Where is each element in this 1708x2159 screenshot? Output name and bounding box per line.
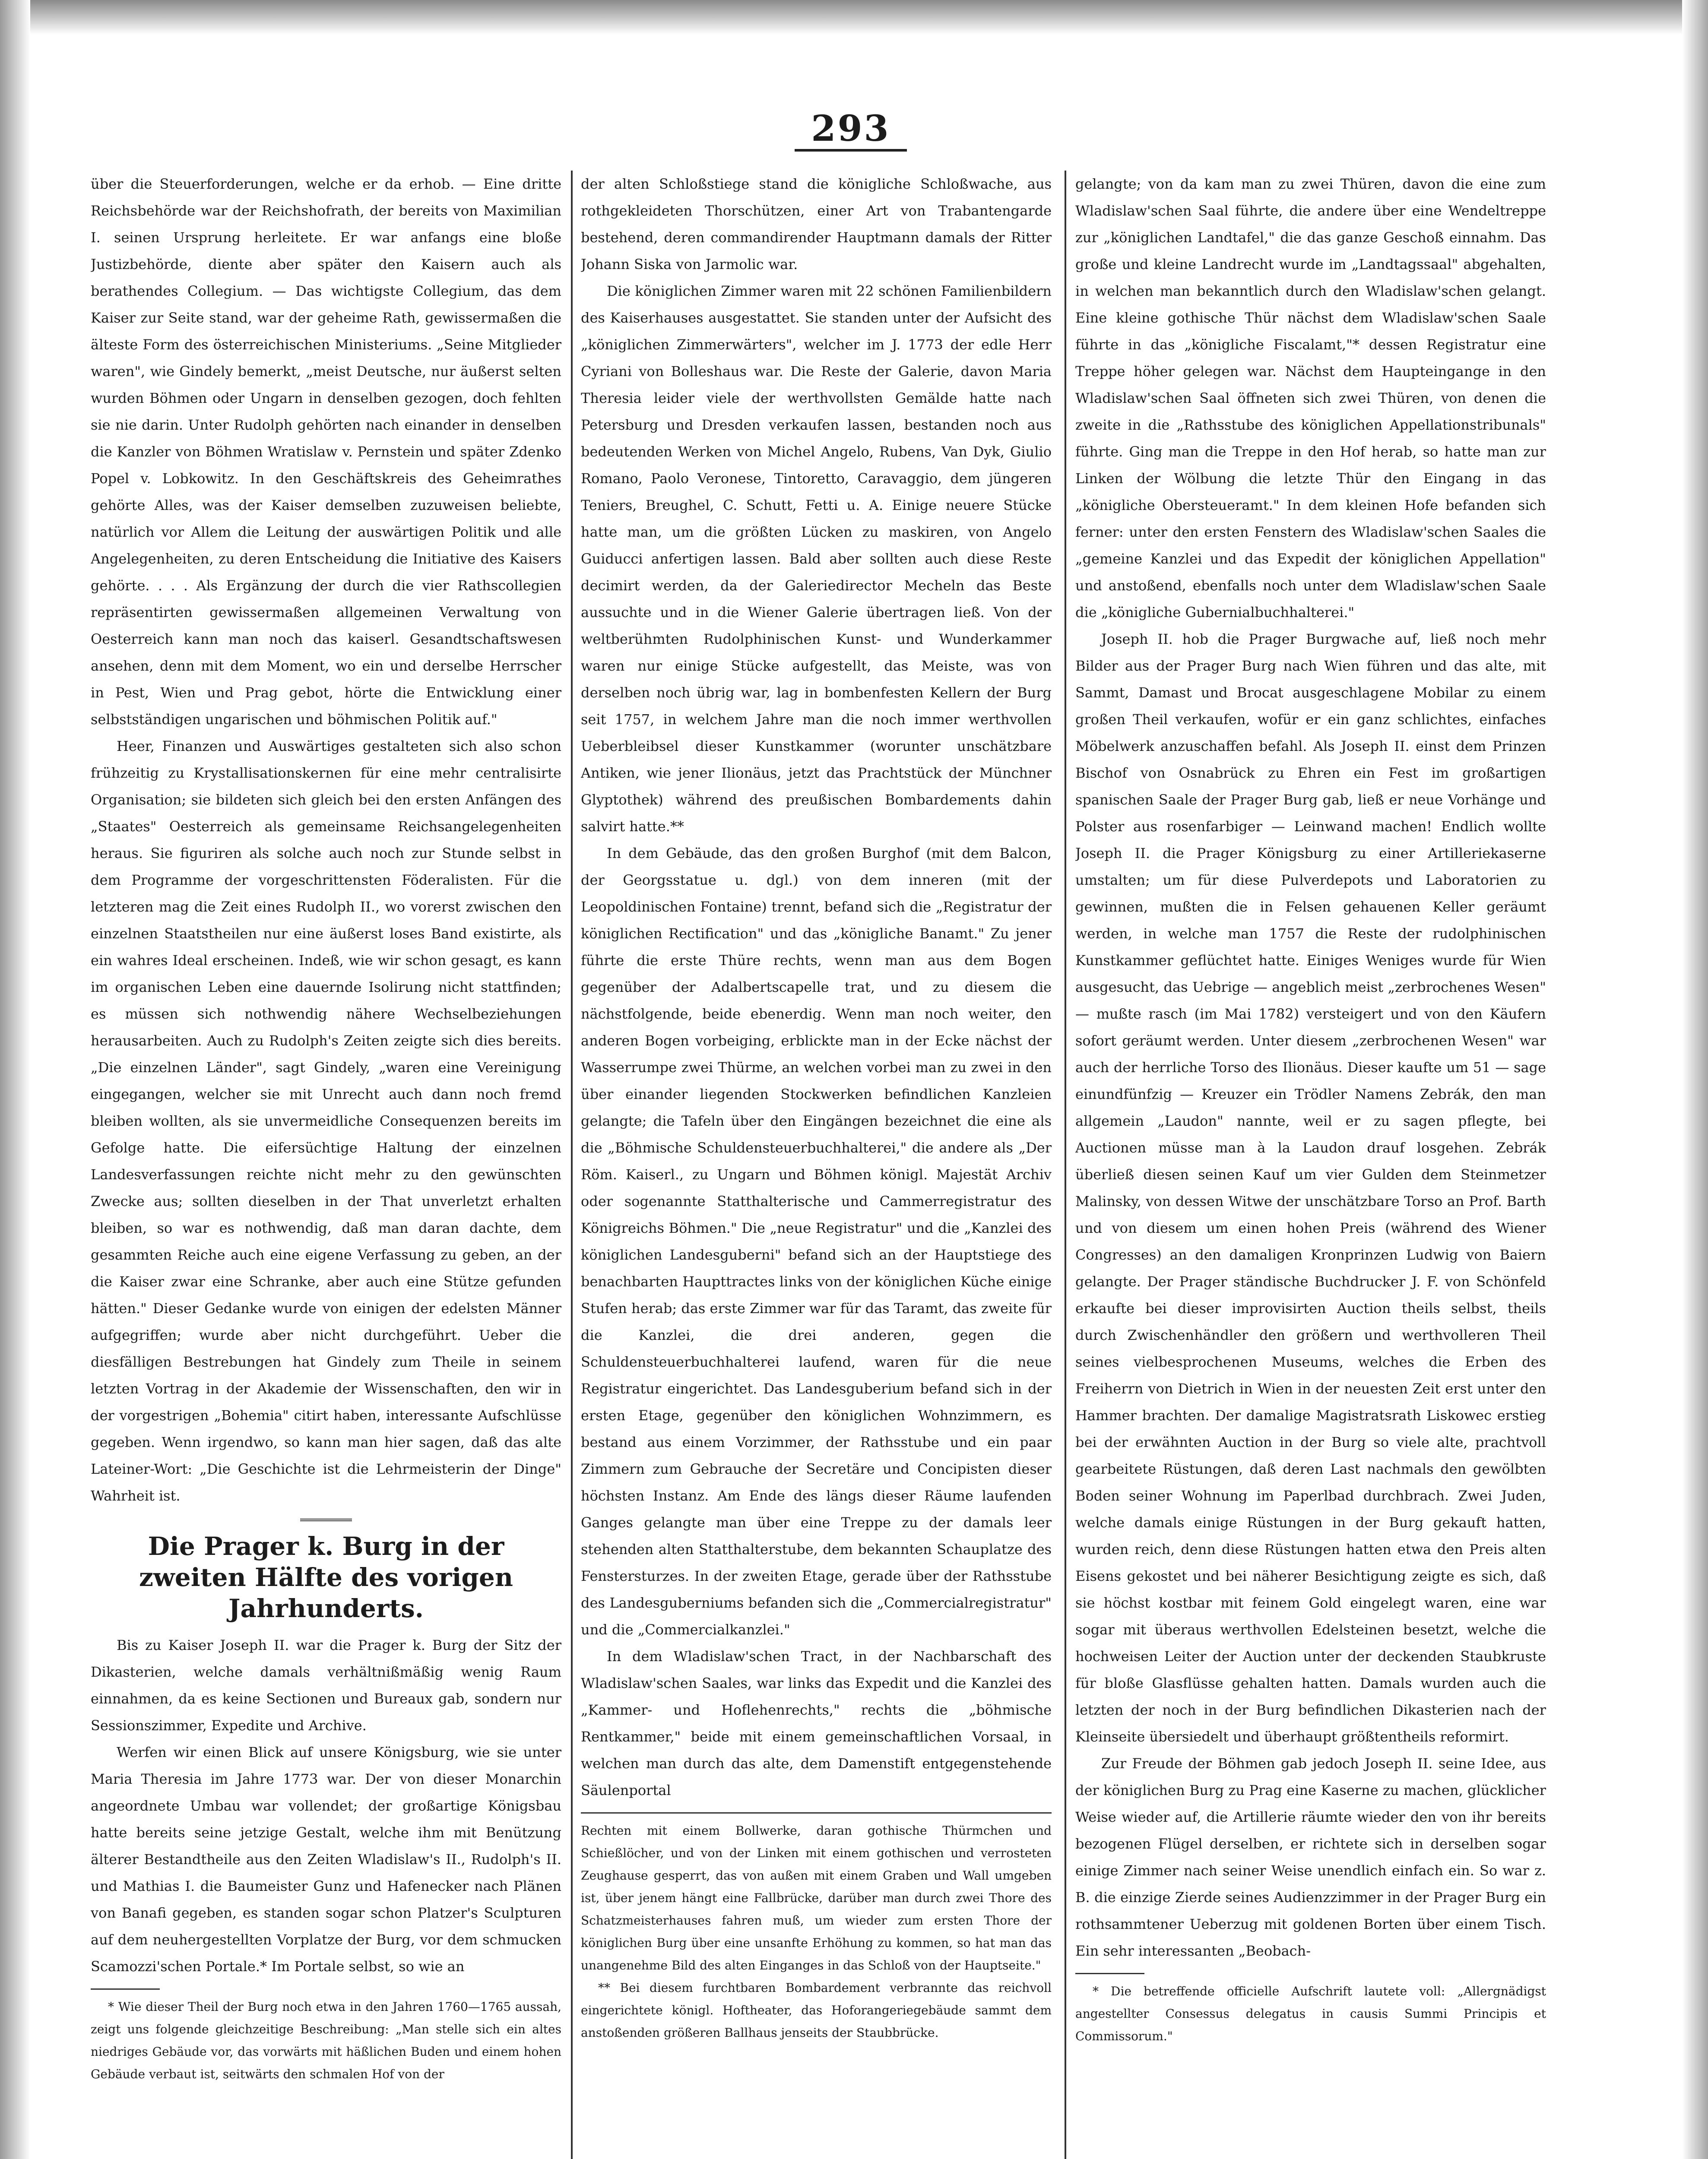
- column-3: [1075, 171, 1546, 2159]
- col2-paragraph-3: In dem Gebäude, das den großen Burghof (mit dem Balcon, der Georgsstatue u. dgl.) von dem inneren (mit der Leopoldinischen Fontaine) trennt, befand sich die „Registratur der königlichen Rectification" und das „königliche Banamt." Zu jener führte die erste Thüre rechts, wenn man aus dem Bogen gegenüber der Adalbertscapelle trat, und zu diesem die nächstfolgende, beide ebenerdig. Wenn man noch weiter, den anderen Bogen vorbeiging, erblickte man in der Ecke nächst der Wasserrumpe zwei Thürme, an welchen vorbei man zu zwei in den über einander liegenden Stockwerken befindlichen Kanzleien gelangte; die Tafeln über den Eingängen bezeichnet die eine als die „Böhmische Schuldensteuerbuchhalterei," die andere als „Der Röm. Kaiserl., zu Ungarn und Böhmen königl. Majestät Archiv oder sogenannte Statthalterische und Cammerregistratur des Königreichs Böhmen." Die „neue Registratur" und die „Kanzlei des königlichen Landesguberni" befand sich an der Hauptstiege des benachbarten Haupttractes links von der königlichen Küche einige Stufen herab; das erste Zimmer war für das Taramt, das zweite für die Kanzlei, die drei anderen, gegen die Schuldensteuerbuchhalterei laufend, waren für die neue Registratur eingerichtet. Das Landesguberium befand sich in der ersten Etage, gegenüber den königlichen Wohnzimmern, es bestand aus einem Vorzimmer, der Rathsstube und ein paar Zimmern zum Gebrauche der Secretäre und Concipisten dieser höchsten Instanz. Am Ende des längs dieser Räume laufenden Ganges gelangte man über eine Treppe zu der damals leer stehenden alten Statthalterstube, dem bekannten Schauplatze des Fenstersturzes. In der zweiten Etage, gerade über der Rathsstube des Landesguberniums befanden sich die „Commercialregistratur" und die „Commercialkanzlei.": [581, 845, 1052, 1638]
- column-2: [581, 171, 1052, 2159]
- column-3-text: [1075, 171, 1546, 1964]
- footnote-col2-continuation: Rechten mit einem Bollwerke, daran gothische Thürmchen und Schießlöcher, und von der Linken mit einem gothischen und verrosteten Zeughause gesperrt, das von außen mit einem Graben und Wall umgeben ist, über jenem hängt eine Fallbrücke, darüber man durch zwei Thore des Schatzmeisterhauses fahren muß, um wieder zum ersten Thore der königlichen Burg über eine unsanfte Erhöhung zu kommen, so hat man das unangenehme Bild des alten Einganges in das Schloß von der Hauptseite.": [581, 1823, 1052, 1972]
- footnote-rule: [581, 1812, 1052, 1814]
- col3-paragraph-3: Zur Freude der Böhmen gab jedoch Joseph II. seine Idee, aus der königlichen Burg zu Prag eine Kaserne zu machen, glücklicher Weise wieder auf, die Artillerie räumte wieder den von ihr bereits bezogenen Flügel derselben, er richtete sich in derselben sogar einige Zimmer nach seiner Weise unendlich einfach ein. So war z. B. die einzige Zierde seines Audienzzimmer in der Prager Burg ein rothsammtener Ueberzug mit goldenen Borten über einem Tisch. Ein sehr interessanten „Beobach-: [1075, 1755, 1546, 1959]
- footnote-col1: [91, 1996, 561, 2086]
- page-number-rule: [795, 149, 907, 152]
- column-2-text: [581, 171, 1052, 1804]
- col3-paragraph-1: gelangte; von da kam man zu zwei Thüren, davon die eine zum Wladislaw'schen Saal führte, die andere über eine Wendeltreppe zur „königlichen Landtafel," die das ganze Geschoß einnahm. Das große und kleine Landrecht wurde im „Landtagssaal" abgehalten, in welchen man bekanntlich durch den Wladislaw'schen gelangt. Eine kleine gothische Thür nächst dem Wladislaw'schen Saale führte in das „königliche Fiscalamt,"* dessen Registratur eine Treppe höher gelegen war. Nächst dem Haupteingange in den Wladislaw'schen Saal öffneten sich zwei Thüren, von denen die zweite in die „Rathsstube des königlichen Appellationstribunals" führte. Ging man die Treppe in den Hof herab, so hatte man zur Linken der Wölbung die letzte Thür den Eingang in das „königliche Obersteueramt." In dem kleinen Hofe befanden sich ferner: unter den ersten Fenstern des Wladislaw'schen Saales die „gemeine Kanzlei und das Expedit der königlichen Appellation" und anstoßend, ebenfalls noch unter dem Wladislaw'schen Saale die „königliche Gubernialbuchhalterei.": [1075, 176, 1546, 620]
- article-text: [91, 1632, 561, 1980]
- column-divider-left: [571, 171, 573, 2159]
- column-divider-right: [1065, 171, 1066, 2159]
- column-1: [91, 171, 561, 2159]
- footnote-col1-text: * Wie dieser Theil der Burg noch etwa in den Jahren 1760—1765 aussah, zeigt uns folgende gleichzeitige Beschreibung: „Man stelle sich ein altes niedriges Gebäude vor, das vorwärts mit häßlichen Buden und einem hohen Gebäude verbaut ist, seitwärts den schmalen Hof von der: [91, 2000, 561, 2081]
- col2-paragraph-1: der alten Schloßstiege stand die königliche Schloßwache, aus rothgekleideten Thorschützen, einer Art von Trabantengarde bestehend, deren commandirender Hauptmann damals der Ritter Johann Siska von Jarmolic war.: [581, 176, 1052, 272]
- col2-paragraph-4: In dem Wladislaw'schen Tract, in der Nachbarschaft des Wladislaw'schen Saales, war links das Expedit und die Kanzlei des „Kammer- und Hoflehenrechts," rechts die „böhmische Rentkammer," beide mit einem gemeinschaftlichen Vorsaal, in welchen man durch das alte, dem Damenstift entgegenstehende Säulenportal: [581, 1648, 1052, 1798]
- col1-paragraph-1: über die Steuerforderungen, welche er da erhob. — Eine dritte Reichsbehörde war der Reichshofrath, der bereits von Maximilian I. seinen Ursprung herleitete. Er war anfangs eine bloße Justizbehörde, diente aber später den Kaisern auch als berathendes Collegium. — Das wichtigste Collegium, das dem Kaiser zur Seite stand, war der geheime Rath, gewissermaßen die älteste Form des österreichischen Ministeriums. „Seine Mitglieder waren", wie Gindely bemerkt, „meist Deutsche, nur äußerst selten wurden Böhmen oder Ungarn in denselben gezogen, doch fehlten sie nie darin. Unter Rudolph gehörten nach einander in denselben die Kanzler von Böhmen Wratislaw v. Pernstein und später Zdenko Popel v. Lobkowitz. In den Geschäftskreis des Geheimrathes gehörte Alles, was der Kaiser demselben zuzuweisen beliebte, natürlich vor Allem die Leitung der auswärtigen Politik und alle Angelegenheiten, zu deren Entscheidung die Initiative des Kaisers gehörte. . . . Als Ergänzung der durch die vier Rathscollegien repräsentirten gewissermaßen allgemeinen Verwaltung von Oesterreich kann man noch das kaiserl. Gesandtschaftswesen ansehen, denn mit dem Moment, wo ein und derselbe Herrscher in Pest, Wien und Prag gebot, hörte die Entwicklung einer selbstständigen ungarischen und böhmischen Politik auf.": [91, 176, 561, 728]
- footnote-col2: [581, 1820, 1052, 2044]
- footnote-col3: [1075, 1980, 1546, 2048]
- footnote-rule: [91, 1988, 160, 1990]
- col1-paragraph-2: Heer, Finanzen und Auswärtiges gestalteten sich also schon frühzeitig zu Krystallisationskernen für eine mehr centralisirte Organisation; sie bildeten sich gleich bei den ersten Anfängen des „Staates" Oesterreich als gemeinsame Reichsangelegenheiten heraus. Sie figuriren als solche auch noch zur Stunde selbst in dem Programme der vorgeschrittensten Föderalisten. Für die letzteren mag die Zeit eines Rudolph II., wo vorerst zwischen den einzelnen Staatstheilen nur eine äußerst loses Band existirte, als ein wahres Ideal erscheinen. Indeß, wie wir schon gesagt, es kann im organischen Leben eine dauernde Isolirung nicht stattfinden; es müssen sich nothwendig nähere Wechselbeziehungen herausarbeiten. Auch zu Rudolph's Zeiten zeigte sich dies bereits. „Die einzelnen Länder", sagt Gindely, „waren eine Vereinigung eingegangen, welcher sie mit Unrecht auch dann noch fremd bleiben wollten, als sie unvermeidliche Consequenzen bereits im Gefolge hatte. Die eifersüchtige Haltung der einzelnen Landesverfassungen reichte nicht mehr zu den gewünschten Zwecke aus; sollten dieselben in der That unverletzt erhalten bleiben, so war es nothwendig, daß man daran dachte, dem gesammten Reiche auch eine eigene Verfassung zu geben, an der die Kaiser zwar eine Schranke, aber auch eine Stütze gefunden hätten." Dieser Gedanke wurde von einigen der edelsten Männer aufgegriffen; wurde aber nicht durchgeführt. Ueber die diesfälligen Bestrebungen hat Gindely zum Theile in seinem letzten Vortrag in der Akademie der Wissenschaften, den wir in der vorgestrigen „Bohemia" citirt haben, interessante Aufschlüsse gegeben. Wenn irgendwo, so kann man hier sagen, daß das alte Lateiner-Wort: „Die Geschichte ist die Lehrmeisterin der Dinge" Wahrheit ist.: [91, 738, 561, 1504]
- footnote-col3-text: * Die betreffende officielle Aufschrift lautete voll: „Allergnädigst angestellter Consessus delegatus in causis Summi Principis et Commissorum.": [1075, 1984, 1546, 2043]
- section-separator: [300, 1519, 352, 1521]
- col2-paragraph-2: Die königlichen Zimmer waren mit 22 schönen Familienbildern des Kaiserhauses ausgestattet. Sie standen unter der Aufsicht des „königlichen Zimmerwärters", welcher im J. 1773 der edle Herr Cyriani von Bolleshaus war. Die Reste der Galerie, davon Maria Theresia leider viele der werthvollsten Gemälde hatte nach Petersburg und Dresden verkaufen lassen, bestanden noch aus bedeutenden Werken von Michel Angelo, Rubens, Van Dyk, Giulio Romano, Paolo Veronese, Tintoretto, Caravaggio, dem jüngeren Teniers, Breughel, C. Schutt, Fetti u. A. Einige neuere Stücke hatte man, um die größten Lücken zu maskiren, von Angelo Guiducci anfertigen lassen. Bald aber sollten auch diese Reste decimirt werden, da der Galeriedirector Mecheln das Beste aussuchte und in die Wiener Galerie übertragen ließ. Von der weltberühmten Rudolphinischen Kunst- und Wunderkammer waren nur einige Stücke aufgestellt, das Meiste, was von derselben noch übrig war, lag in bombenfesten Kellern der Burg seit 1757, in welchem Jahre man die noch immer werthvollen Ueberbleibsel dieser Kunstkammer (worunter unschätzbare Antiken, wie jener Ilionäus, jetzt das Prachtstück der Münchner Glyptothek) während des preußischen Bombardements dahin salvirt hatte.**: [581, 283, 1052, 835]
- scan-left-shadow: [0, 0, 30, 2159]
- scan-top-shadow: [0, 0, 1708, 35]
- column-1-text: [91, 171, 561, 1509]
- footnote-rule: [1075, 1973, 1144, 1974]
- article-paragraph-1: Bis zu Kaiser Joseph II. war die Prager k. Burg der Sitz der Dikasterien, welche damals verhältnißmäßig wenig Raum einnahmen, da es keine Sectionen und Bureaux gab, sondern nur Sessionszimmer, Expedite und Archive.: [91, 1637, 561, 1734]
- article-heading: Die Prager k. Burg in der zweiten Hälfte des vorigen Jahrhunderts.: [139, 1532, 513, 1623]
- article-paragraph-2: Werfen wir einen Blick auf unsere Königsburg, wie sie unter Maria Theresia im Jahre 1773 war. Der von dieser Monarchin angeordnete Umbau war vollendet; der großartige Königsbau hatte bereits seine jetzige Gestalt, welche ihm mit Benützung älterer Bestandtheile aus den Zeiten Wladislaw's II., Rudolph's II. und Mathias I. die Baumeister Gunz und Hafenecker nach Plänen von Banafi gegeben, es standen sogar schon Platzer's Sculpturen auf dem neuhergestellten Vorplatze der Burg, vor dem schmucken Scamozzi'schen Portale.* Im Portale selbst, so wie an: [91, 1744, 561, 1975]
- footnote-col2-bombardment: ** Bei diesem furchtbaren Bombardement verbrannte das reichvoll eingerichtete königl. Hoftheater, das Hoforangeriegebäude sammt dem anstoßenden größeren Ballhaus jenseits der Staubbrücke.: [581, 1981, 1052, 2040]
- col3-paragraph-2: Joseph II. hob die Prager Burgwache auf, ließ noch mehr Bilder aus der Prager Burg nach Wien führen und das alte, mit Sammt, Damast und Brocat ausgeschlagene Mobilar zu einem großen Theil verkaufen, wofür er ein ganz schlichtes, einfaches Möbelwerk anzuschaffen befahl. Als Joseph II. einst dem Prinzen Bischof von Osnabrück zu Ehren ein Fest im großartigen spanischen Saale der Prager Burg gab, ließ er neue Vorhänge und Polster aus rosenfarbiger — Leinwand machen! Endlich wollte Joseph II. die Prager Königsburg zu einer Artilleriekaserne umstalten; um für diese Pulverdepots und Laboratorien zu gewinnen, mußten die in Felsen gehauenen Keller geräumt werden, in welche man 1757 die Reste der rudolphinischen Kunstkammer geflüchtet hatte. Einiges Weniges wurde für Wien ausgesucht, das Uebrige — angeblich meist „zerbrochenes Wesen" — mußte rasch (im Mai 1782) versteigert und von den Käufern sofort geräumt werden. Unter diesem „zerbrochenen Wesen" war auch der herrliche Torso des Ilionäus. Dieser kaufte um 51 — sage einundfünfzig — Kreuzer ein Trödler Namens Zebrák, den man allgemein „Laudon" nannte, weil er zu sagen pflegte, bei Auctionen müsse man à la Laudon drauf losgehen. Zebrák überließ diesen seinen Kauf um vier Gulden dem Steinmetzer Malinsky, von dessen Witwe der unschätzbare Torso an Prof. Barth und von diesem um einen hohen Preis (während des Wiener Congresses) an den damaligen Kronprinzen Ludwig von Baiern gelangte. Der Prager ständische Buchdrucker J. F. von Schönfeld erkaufte bei dieser improvisirten Auction theils selbst, theils durch Zwischenhändler den größern und werthvolleren Theil seines vielbesprochenen Museums, welches die Erben des Freiherrn von Dietrich in Wien in der neuesten Zeit erst unter den Hammer brachten. Der damalige Magistratsrath Liskowec erstieg bei der erwähnten Auction in der Burg so viele alte, prachtvoll gearbeitete Rüstungen, daß deren Last nachmals den gewölbten Boden seiner Wohnung im Paperlbad durchbrach. Zwei Juden, welche damals einige Rüstungen in der Burg gekauft hatten, wurden reich, denn diese Rüstungen hatten etwa den Preis alten Eisens gekostet und bei näherer Besichtigung zeigte es sich, daß sie höchst kostbar mit feinem Gold eingelegt waren, eine war sogar mit überaus werthvollen Edelsteinen besetzt, welche die hochweisen Leiter der Auction unter der deckenden Staubkruste für bloße Glasflüsse gehalten hatten. Damals wurden auch die letzten der noch in der Burg befindlichen Dikasterien nach der Kleinseite übersiedelt und überhaupt größtentheils reformirt.: [1075, 631, 1546, 1745]
- scan-right-shadow: [1682, 0, 1708, 2159]
- page-number: 293: [811, 108, 890, 149]
